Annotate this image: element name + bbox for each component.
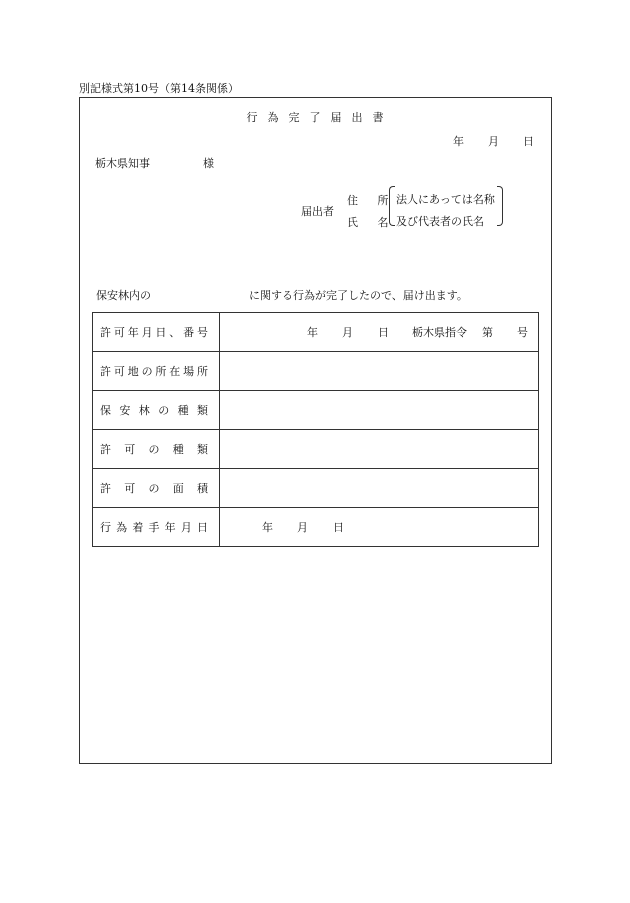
table-row-start-date <box>93 508 539 547</box>
permit-info-table <box>92 312 539 547</box>
permit-number-suffix: 号 <box>517 326 528 339</box>
row-label: 保安林の種類 <box>93 391 220 430</box>
table-row-permit-date-number <box>93 313 539 352</box>
submission-date-year: 年 <box>453 135 464 148</box>
permit-location-value <box>220 352 539 391</box>
permit-month-unit: 月 <box>342 326 353 339</box>
table-row-permit-type <box>93 430 539 469</box>
applicant-label: 届出者 <box>301 205 334 218</box>
start-day-unit: 日 <box>333 521 344 534</box>
table-row-permit-location <box>93 352 539 391</box>
document-title: 行為完了届出書 <box>246 111 394 124</box>
submission-date-month: 月 <box>488 135 499 148</box>
table-row-forest-type <box>93 391 539 430</box>
name-label: 氏 名 <box>347 216 397 229</box>
corporate-note-line1: 法人にあっては名称 <box>396 193 495 206</box>
start-date-value <box>220 508 539 547</box>
row-label: 許可年月日、番号 <box>93 313 220 352</box>
corporate-note-line2: 及び代表者の氏名 <box>396 215 484 228</box>
addressee-name: 栃木県知事 <box>95 157 150 170</box>
table-row-permit-area <box>93 469 539 508</box>
form-number-label: 別記様式第10号（第14条関係） <box>79 82 239 95</box>
permit-number-prefix: 第 <box>482 326 493 339</box>
permit-area-value <box>220 469 539 508</box>
bracket-right <box>497 186 503 226</box>
permit-designation: 栃木県指令 <box>412 326 467 339</box>
permit-year-unit: 年 <box>307 326 318 339</box>
row-label: 許可の種類 <box>93 430 220 469</box>
addressee-honorific: 様 <box>203 157 214 170</box>
row-label: 許可地の所在場所 <box>93 352 220 391</box>
forest-type-value <box>220 391 539 430</box>
permit-type-value <box>220 430 539 469</box>
permit-day-unit: 日 <box>378 326 389 339</box>
address-label: 住 所 <box>347 194 397 207</box>
bracket-left <box>389 186 395 226</box>
permit-date-number-value <box>220 313 539 352</box>
row-label: 許可の面積 <box>93 469 220 508</box>
start-month-unit: 月 <box>297 521 308 534</box>
body-text-prefix: 保安林内の <box>96 289 151 302</box>
row-label: 行為着手年月日 <box>93 508 220 547</box>
body-text-suffix: に関する行為が完了したので、届け出ます。 <box>249 289 468 302</box>
submission-date-day: 日 <box>523 135 534 148</box>
start-year-unit: 年 <box>262 521 273 534</box>
